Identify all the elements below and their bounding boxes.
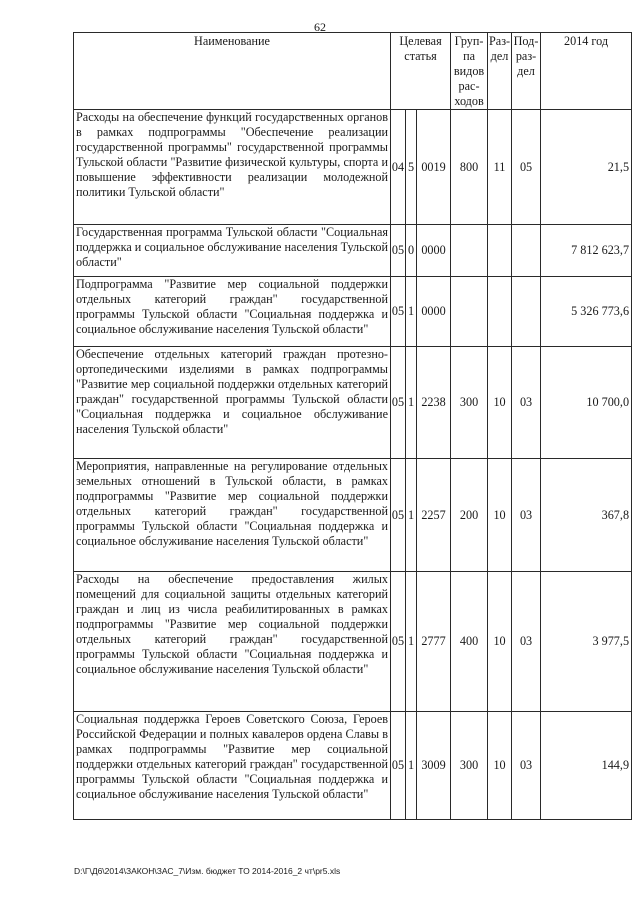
row-name-text: Мероприятия, направленные на регулирование отдельных земельных отношений в Тульской области, в рамках подпрограммы "Развитие мер социальной поддержки отдельных категорий граждан" государственной программы Тульской области "Социальная поддержка и социальное обслуживание населения Тульской области" <box>76 459 388 548</box>
row-name-text: Подпрограмма "Развитие мер социальной поддержки отдельных категорий граждан" государственной программы Тульской области "Социальная поддержка и социальное обслуживание населения Тульской области" <box>76 277 388 336</box>
target-article-part3: 2238 <box>417 347 451 459</box>
target-article-part3: 0019 <box>417 110 451 225</box>
file-path-footer: D:\Г\Д6\2014\ЗАКОН\ЗАС_7\Изм. бюджет ТО 2014-2016_2 чт\pr5.xls <box>74 866 341 876</box>
amount-2014: 21,5 <box>541 110 632 225</box>
header-name: Наименование <box>74 33 391 110</box>
target-article-part2: 1 <box>406 459 417 572</box>
table-row <box>74 225 632 277</box>
target-article-part3: 3009 <box>417 712 451 820</box>
amount-2014: 144,9 <box>541 712 632 820</box>
target-article-part1: 05 <box>391 277 406 347</box>
target-article-part2: 1 <box>406 277 417 347</box>
section-code <box>488 277 512 347</box>
target-article-part3: 2257 <box>417 459 451 572</box>
budget-table-wrapper <box>73 32 632 820</box>
target-article-part2: 1 <box>406 712 417 820</box>
row-name-text: Государственная программа Тульской области "Социальная поддержка и социальное обслуживание населения Тульской области" <box>76 225 388 269</box>
target-article-part2: 1 <box>406 347 417 459</box>
header-section: Раз-дел <box>488 33 512 110</box>
expense-group: 800 <box>451 110 488 225</box>
header-expense-group: Груп-па видов рас-ходов <box>451 33 488 110</box>
row-name-text: Обеспечение отдельных категорий граждан протезно-ортопедическими изделиями в рамках подпрограммы "Развитие мер социальной поддержки отдельных категорий граждан" государственной программы Тульской области "Социальная поддержка и социальное обслуживание населения Тульской области" <box>76 347 388 436</box>
subsection-code: 03 <box>512 347 541 459</box>
expense-group <box>451 277 488 347</box>
row-name <box>74 277 391 347</box>
expense-group: 400 <box>451 572 488 712</box>
budget-table <box>73 32 632 820</box>
table-row <box>74 712 632 820</box>
section-code <box>488 225 512 277</box>
page-number: 62 <box>314 20 326 34</box>
target-article-part2: 1 <box>406 572 417 712</box>
subsection-code: 03 <box>512 459 541 572</box>
subsection-code: 03 <box>512 572 541 712</box>
expense-group: 300 <box>451 712 488 820</box>
amount-2014: 10 700,0 <box>541 347 632 459</box>
row-name <box>74 712 391 820</box>
table-row <box>74 347 632 459</box>
target-article-part1: 05 <box>391 225 406 277</box>
table-row <box>74 277 632 347</box>
amount-2014: 7 812 623,7 <box>541 225 632 277</box>
amount-2014: 367,8 <box>541 459 632 572</box>
table-row <box>74 459 632 572</box>
amount-2014: 5 326 773,6 <box>541 277 632 347</box>
header-row <box>74 33 632 110</box>
target-article-part1: 05 <box>391 347 406 459</box>
target-article-part2: 5 <box>406 110 417 225</box>
section-code: 11 <box>488 110 512 225</box>
subsection-code: 03 <box>512 712 541 820</box>
row-name-text: Социальная поддержка Героев Советского Союза, Героев Российской Федерации и полных кавалеров ордена Славы в рамках подпрограммы "Развитие мер социальной поддержки отдельных категорий граждан" государственной программы Тульской области "Социальная поддержка и социальное обслуживание населения Тульской области" <box>76 712 388 801</box>
subsection-code <box>512 277 541 347</box>
target-article-part1: 05 <box>391 712 406 820</box>
subsection-code <box>512 225 541 277</box>
section-code: 10 <box>488 347 512 459</box>
row-name-text: Расходы на обеспечение функций государственных органов в рамках подпрограммы "Обеспечение реализации государственной программы" государственной программы Тульской области "Развитие физической культуры, спорта и повышение эффективности реализации молодежной политики Тульской области" <box>76 110 388 199</box>
target-article-part1: 05 <box>391 572 406 712</box>
expense-group <box>451 225 488 277</box>
expense-group: 200 <box>451 459 488 572</box>
expense-group: 300 <box>451 347 488 459</box>
target-article-part3: 0000 <box>417 277 451 347</box>
table-row <box>74 572 632 712</box>
target-article-part1: 04 <box>391 110 406 225</box>
target-article-part2: 0 <box>406 225 417 277</box>
row-name <box>74 110 391 225</box>
table-row <box>74 110 632 225</box>
row-name <box>74 347 391 459</box>
target-article-part3: 0000 <box>417 225 451 277</box>
header-subsection: Под-раз-дел <box>512 33 541 110</box>
row-name <box>74 225 391 277</box>
amount-2014: 3 977,5 <box>541 572 632 712</box>
header-target-article: Целевая статья <box>391 33 451 110</box>
target-article-part3: 2777 <box>417 572 451 712</box>
row-name <box>74 459 391 572</box>
row-name <box>74 572 391 712</box>
header-year: 2014 год <box>541 33 632 110</box>
subsection-code: 05 <box>512 110 541 225</box>
section-code: 10 <box>488 572 512 712</box>
section-code: 10 <box>488 459 512 572</box>
section-code: 10 <box>488 712 512 820</box>
row-name-text: Расходы на обеспечение предоставления жилых помещений для социальной защиты отдельных категорий граждан и лиц из числа реабилитированных в рамках подпрограммы "Развитие мер социальной поддержки отдельных категорий граждан" государственной программы Тульской области "Социальная поддержка и социальное обслуживание населения Тульской области" <box>76 572 388 676</box>
target-article-part1: 05 <box>391 459 406 572</box>
